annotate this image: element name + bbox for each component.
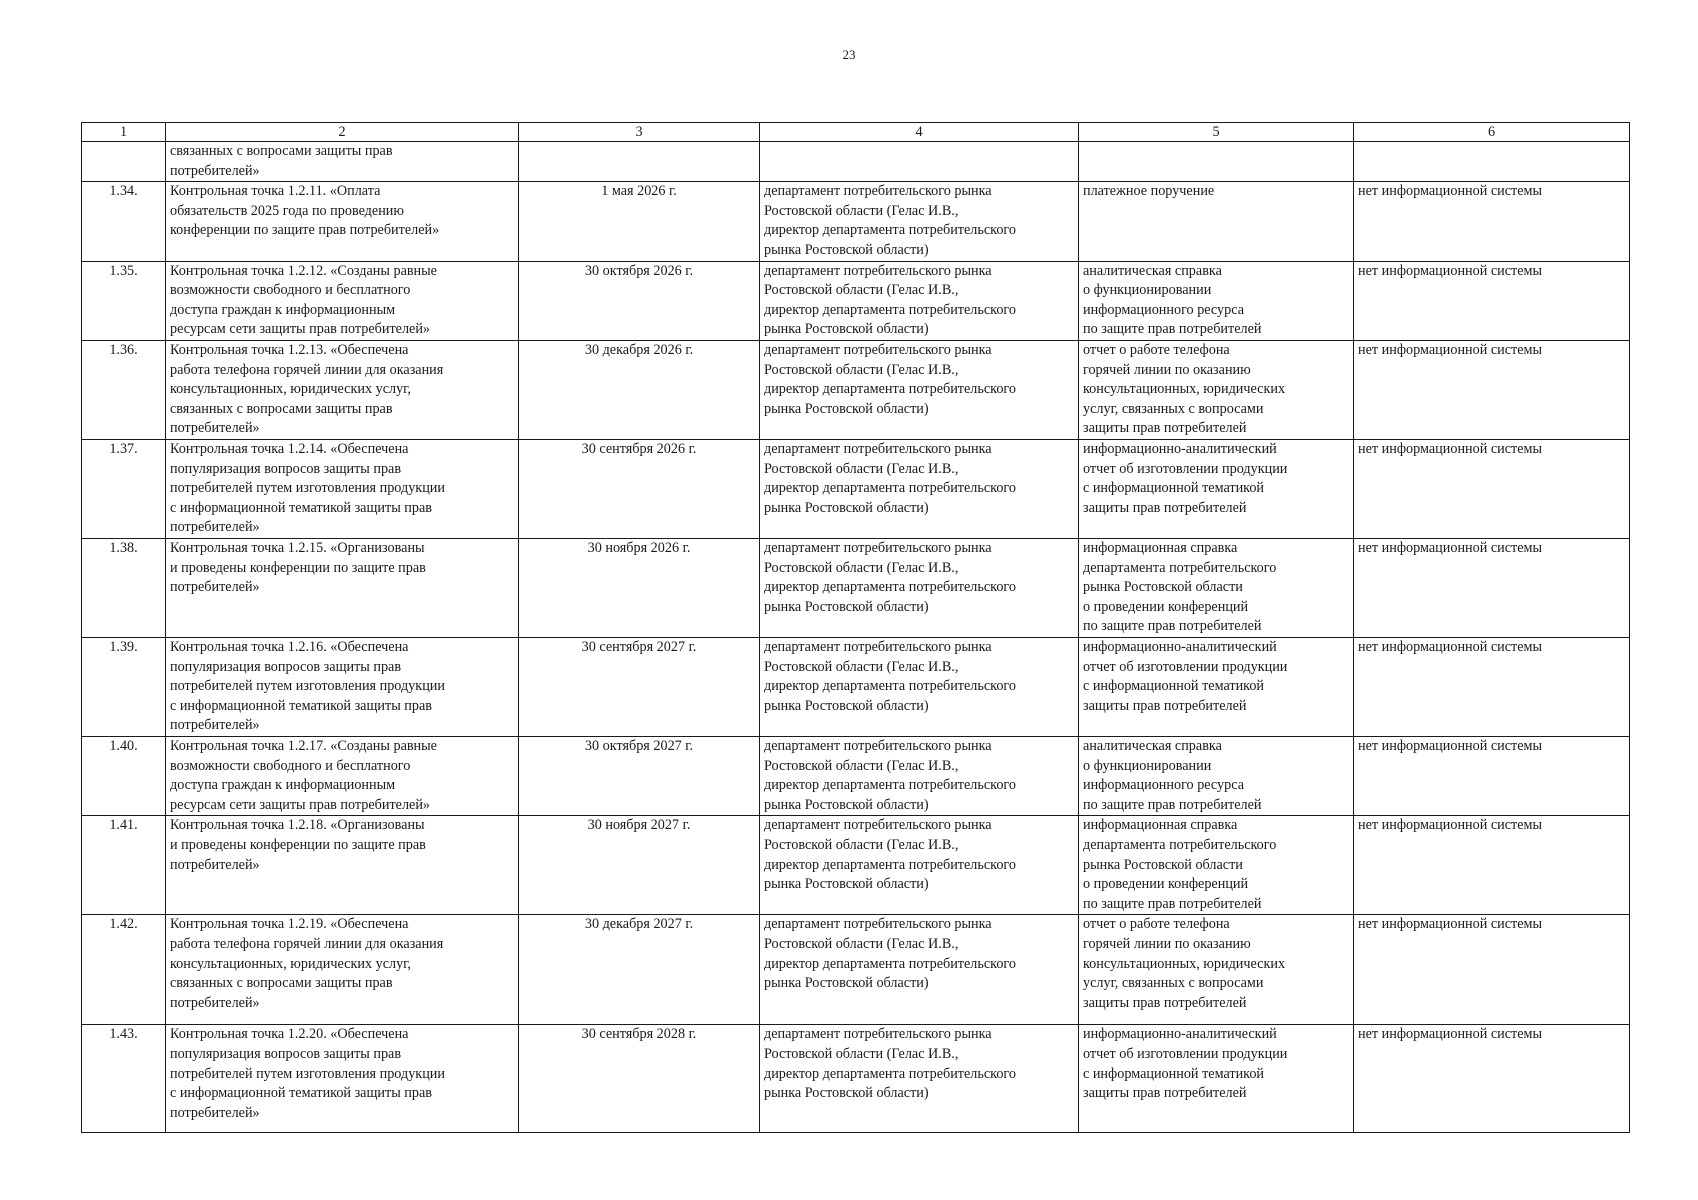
document-cell: аналитическая справка о функционировании информационного ресурса по защите прав потребителей: [1079, 736, 1354, 815]
document-cell: информационно-аналитический отчет об изготовлении продукции с информационной тематикой защиты прав потребителей: [1079, 439, 1354, 538]
date-cell: 30 ноября 2027 г.: [519, 816, 760, 915]
table-row: [82, 538, 1630, 637]
event-cell: Контрольная точка 1.2.13. «Обеспечена работа телефона горячей линии для оказания консультационных, юридических услуг, связанных с вопросами защиты прав потребителей»: [166, 340, 519, 439]
table-row: [82, 142, 1630, 182]
event-cell: Контрольная точка 1.2.12. «Созданы равные возможности свободного и бесплатного доступа граждан к информационным ресурсам сети защиты прав потребителей»: [166, 261, 519, 340]
responsible-cell: департамент потребительского рынка Ростовской области (Гелас И.В., директор департамента потребительского рынка Ростовской области): [760, 182, 1079, 261]
information-system-cell: нет информационной системы: [1354, 182, 1630, 261]
table-row: [82, 736, 1630, 815]
table-body: [82, 142, 1630, 1133]
responsible-cell: департамент потребительского рынка Ростовской области (Гелас И.В., директор департамента потребительского рынка Ростовской области): [760, 816, 1079, 915]
row-number-cell: 1.38.: [82, 538, 166, 637]
event-cell: Контрольная точка 1.2.20. «Обеспечена популяризация вопросов защиты прав потребителей путем изготовления продукции с информационной тематикой защиты прав потребителей»: [166, 1025, 519, 1133]
event-cell: Контрольная точка 1.2.19. «Обеспечена работа телефона горячей линии для оказания консультационных, юридических услуг, связанных с вопросами защиты прав потребителей»: [166, 915, 519, 1025]
event-cell: Контрольная точка 1.2.17. «Созданы равные возможности свободного и бесплатного доступа граждан к информационным ресурсам сети защиты прав потребителей»: [166, 736, 519, 815]
row-number-cell: 1.37.: [82, 439, 166, 538]
date-cell: 30 декабря 2027 г.: [519, 915, 760, 1025]
row-number-cell: 1.39.: [82, 637, 166, 736]
row-number-cell: 1.41.: [82, 816, 166, 915]
table-row: [82, 182, 1630, 261]
responsible-cell: департамент потребительского рынка Ростовской области (Гелас И.В., директор департамента потребительского рынка Ростовской области): [760, 340, 1079, 439]
document-cell: отчет о работе телефона горячей линии по оказанию консультационных, юридических услуг, связанных с вопросами защиты прав потребителей: [1079, 340, 1354, 439]
information-system-cell: нет информационной системы: [1354, 261, 1630, 340]
document-cell: платежное поручение: [1079, 182, 1354, 261]
document-cell: отчет о работе телефона горячей линии по оказанию консультационных, юридических услуг, связанных с вопросами защиты прав потребителей: [1079, 915, 1354, 1025]
table-row: [82, 915, 1630, 1025]
responsible-cell: департамент потребительского рынка Ростовской области (Гелас И.В., директор департамента потребительского рынка Ростовской области): [760, 538, 1079, 637]
information-system-cell: нет информационной системы: [1354, 816, 1630, 915]
information-system-cell: нет информационной системы: [1354, 439, 1630, 538]
row-number-cell: 1.40.: [82, 736, 166, 815]
table-row: [82, 816, 1630, 915]
table-row: [82, 261, 1630, 340]
information-system-cell: нет информационной системы: [1354, 1025, 1630, 1133]
information-system-cell: нет информационной системы: [1354, 340, 1630, 439]
column-header: 6: [1354, 123, 1630, 142]
event-cell: Контрольная точка 1.2.15. «Организованы и проведены конференции по защите прав потребителей»: [166, 538, 519, 637]
document-cell: информационно-аналитический отчет об изготовлении продукции с информационной тематикой защиты прав потребителей: [1079, 1025, 1354, 1133]
row-number-cell: [82, 142, 166, 182]
date-cell: 30 ноября 2026 г.: [519, 538, 760, 637]
event-cell: Контрольная точка 1.2.18. «Организованы и проведены конференции по защите прав потребителей»: [166, 816, 519, 915]
page-number: 23: [842, 47, 856, 62]
responsible-cell: департамент потребительского рынка Ростовской области (Гелас И.В., директор департамента потребительского рынка Ростовской области): [760, 637, 1079, 736]
row-number-cell: 1.42.: [82, 915, 166, 1025]
event-cell: Контрольная точка 1.2.16. «Обеспечена популяризация вопросов защиты прав потребителей путем изготовления продукции с информационной тематикой защиты прав потребителей»: [166, 637, 519, 736]
responsible-cell: департамент потребительского рынка Ростовской области (Гелас И.В., директор департамента потребительского рынка Ростовской области): [760, 261, 1079, 340]
information-system-cell: нет информационной системы: [1354, 915, 1630, 1025]
table-row: [82, 637, 1630, 736]
date-cell: 30 октября 2026 г.: [519, 261, 760, 340]
date-cell: 1 мая 2026 г.: [519, 182, 760, 261]
responsible-cell: департамент потребительского рынка Ростовской области (Гелас И.В., директор департамента потребительского рынка Ростовской области): [760, 1025, 1079, 1133]
document-cell: аналитическая справка о функционировании информационного ресурса по защите прав потребителей: [1079, 261, 1354, 340]
date-cell: 30 сентября 2027 г.: [519, 637, 760, 736]
information-system-cell: [1354, 142, 1630, 182]
column-number-row: [82, 123, 1630, 142]
document-cell: информационная справка департамента потребительского рынка Ростовской области о проведении конференций по защите прав потребителей: [1079, 816, 1354, 915]
row-number-cell: 1.35.: [82, 261, 166, 340]
event-cell: Контрольная точка 1.2.14. «Обеспечена популяризация вопросов защиты прав потребителей путем изготовления продукции с информационной тематикой защиты прав потребителей»: [166, 439, 519, 538]
responsible-cell: департамент потребительского рынка Ростовской области (Гелас И.В., директор департамента потребительского рынка Ростовской области): [760, 736, 1079, 815]
event-cell: Контрольная точка 1.2.11. «Оплата обязательств 2025 года по проведению конференции по защите прав потребителей»: [166, 182, 519, 261]
date-cell: 30 сентября 2026 г.: [519, 439, 760, 538]
table-row: [82, 340, 1630, 439]
event-cell: связанных с вопросами защиты прав потребителей»: [166, 142, 519, 182]
information-system-cell: нет информационной системы: [1354, 637, 1630, 736]
responsible-cell: [760, 142, 1079, 182]
document-cell: информационно-аналитический отчет об изготовлении продукции с информационной тематикой защиты прав потребителей: [1079, 637, 1354, 736]
table-row: [82, 439, 1630, 538]
date-cell: [519, 142, 760, 182]
column-header: 2: [166, 123, 519, 142]
information-system-cell: нет информационной системы: [1354, 538, 1630, 637]
row-number-cell: 1.34.: [82, 182, 166, 261]
responsible-cell: департамент потребительского рынка Ростовской области (Гелас И.В., директор департамента потребительского рынка Ростовской области): [760, 439, 1079, 538]
row-number-cell: 1.43.: [82, 1025, 166, 1133]
information-system-cell: нет информационной системы: [1354, 736, 1630, 815]
column-header: 3: [519, 123, 760, 142]
table-row: [82, 1025, 1630, 1133]
plan-table: [81, 122, 1630, 1133]
date-cell: 30 декабря 2026 г.: [519, 340, 760, 439]
column-header: 4: [760, 123, 1079, 142]
date-cell: 30 сентября 2028 г.: [519, 1025, 760, 1133]
column-header: 5: [1079, 123, 1354, 142]
row-number-cell: 1.36.: [82, 340, 166, 439]
document-cell: [1079, 142, 1354, 182]
column-header: 1: [82, 123, 166, 142]
date-cell: 30 октября 2027 г.: [519, 736, 760, 815]
document-cell: информационная справка департамента потребительского рынка Ростовской области о проведении конференций по защите прав потребителей: [1079, 538, 1354, 637]
responsible-cell: департамент потребительского рынка Ростовской области (Гелас И.В., директор департамента потребительского рынка Ростовской области): [760, 915, 1079, 1025]
